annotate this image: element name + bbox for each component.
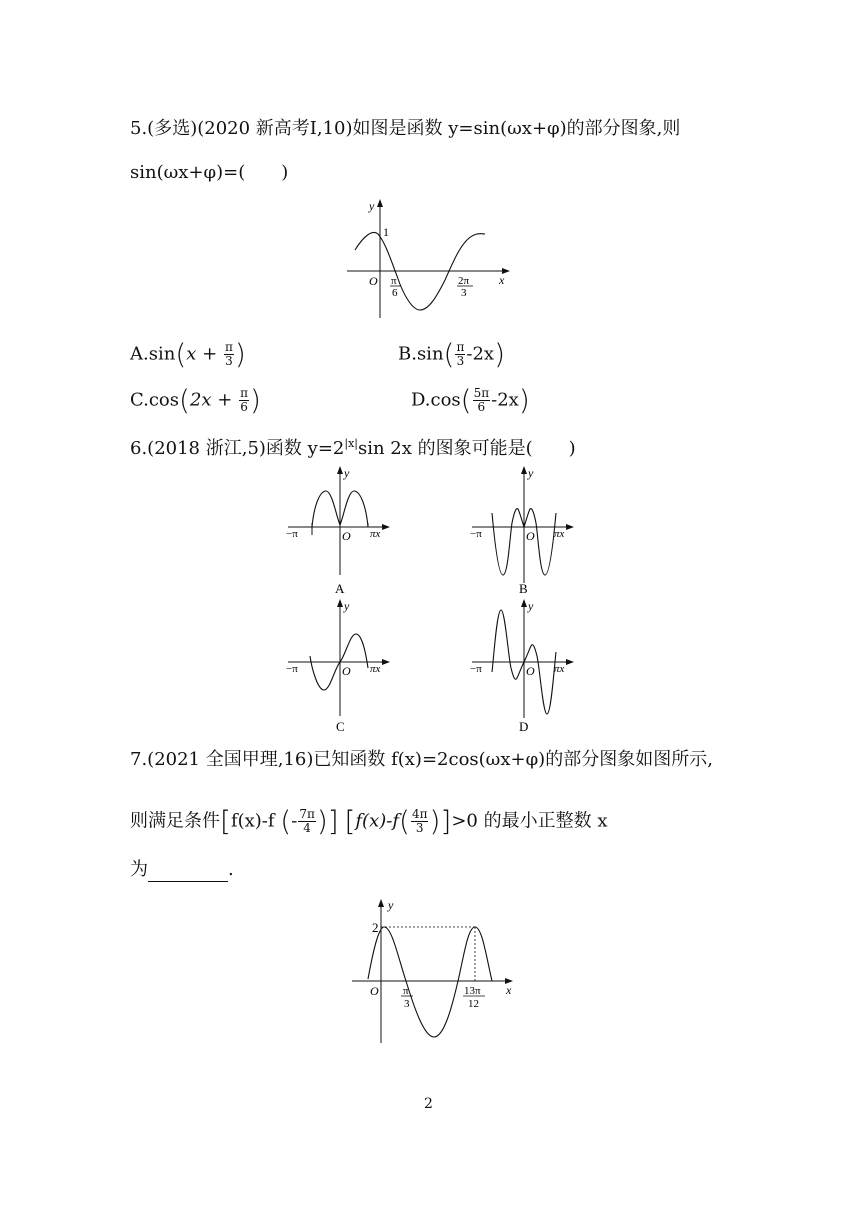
q7-origin: O — [370, 984, 379, 998]
q7-line3-end: . — [228, 859, 234, 880]
q6-d-pi-x: πx — [554, 663, 565, 675]
page-number: 2 — [424, 1096, 433, 1112]
q6-b-y: y — [528, 466, 534, 480]
q5-option-b: B.sin( $\frac{\pi}{3}$ -2x) — [398, 337, 505, 371]
opt-a-num: π — [224, 340, 233, 354]
q5-option-c: C.cos(2x + $\frac{\pi}{6}$ ) — [130, 383, 261, 417]
q6-a-neg-pi: −π — [286, 528, 298, 540]
opt-c-den: 6 — [240, 400, 248, 414]
opt-b-prefix: B.sin — [398, 343, 444, 365]
opt-b-den: 3 — [456, 354, 465, 368]
q5-x-label: x — [499, 273, 505, 287]
q7-two-label: 2 — [372, 920, 379, 935]
q7-line3-text: 为 — [130, 859, 148, 880]
opt-d-prefix: D.cos — [411, 389, 461, 411]
q6-b-pi-x: πx — [554, 528, 565, 540]
q6-graph-b — [470, 465, 580, 595]
q6-d-origin: O — [526, 664, 535, 678]
q6-stem — [130, 432, 576, 461]
q6-text-post: sin 2x 的图象可能是( ) — [357, 438, 576, 459]
q6-c-neg-pi: −π — [286, 663, 298, 675]
opt-a-prefix: A.sin — [130, 343, 176, 365]
q6-c-letter: C — [336, 719, 345, 734]
q6-graph-d — [470, 598, 580, 733]
opt-d-post: -2x — [491, 389, 519, 411]
q7-x-label: x — [506, 983, 512, 997]
q7-frac2-num: 4π — [411, 807, 428, 821]
q7-tick2-num: 13π — [464, 985, 481, 997]
q6-text-pre: 6.(2018 浙江,5)函数 y=2 — [130, 438, 345, 459]
opt-c-plus: + — [217, 389, 233, 411]
q6-c-pi-x: πx — [370, 663, 381, 675]
q5-stem-line1: 5.(多选)(2020 新高考I,10)如图是函数 y=sin(ωx+φ)的部分图象,则 — [130, 118, 681, 139]
q6-c-origin: O — [342, 664, 351, 678]
q7-answer-blank[interactable] — [148, 863, 228, 882]
opt-b-post: -2x — [466, 343, 495, 365]
q7-y-label: y — [388, 898, 394, 912]
q6-a-pi-x: πx — [370, 528, 381, 540]
opt-d-num: 5π — [473, 386, 490, 400]
q5-option-d: D.cos( $\frac{5\pi}{6}$ -2x) — [411, 383, 530, 417]
q5-one-label: 1 — [383, 225, 389, 239]
q6-d-letter: D — [519, 719, 529, 734]
q5-y-label: y — [369, 199, 375, 213]
opt-d-den: 6 — [477, 400, 486, 414]
q7-condition-post: >0 的最小正整数 x — [451, 810, 608, 832]
q7-frac1-num: 7π — [299, 807, 315, 821]
q7-cosine-curve — [368, 927, 492, 1037]
q6-graph-a — [286, 465, 396, 595]
opt-a-den: 3 — [225, 354, 233, 368]
q7-graph — [350, 897, 520, 1047]
q7-tick2-den: 12 — [468, 998, 479, 1010]
q5-option-a: A.sin(x + $\frac{\pi}{3}$ ) — [130, 337, 246, 371]
q6-d-neg-pi: −π — [470, 663, 482, 675]
q5-tick2-den: 3 — [461, 287, 467, 299]
q6-a-y: y — [344, 466, 350, 480]
q6-graph-c — [286, 598, 396, 733]
q5-tick1-num: π — [391, 275, 397, 287]
q5-tick2-num: 2π — [458, 275, 470, 287]
opt-a-plus: + — [202, 343, 218, 365]
q7-stem-line2: 则满足条件[f(x)-f (- $\frac{7\pi}{4}$ )] [f(x)-f( $\frac{4\pi}{3}$ )]>0 的最小正整数 x — [130, 804, 608, 838]
q7-tick1-num: π — [403, 985, 409, 997]
opt-a-x: x — [186, 343, 197, 365]
q6-a-origin: O — [342, 529, 351, 543]
opt-b-num: π — [456, 340, 465, 354]
q6-b-neg-pi: −π — [470, 528, 482, 540]
opt-c-prefix: C.cos — [130, 389, 180, 411]
q5-graph — [345, 198, 515, 323]
q6-a-letter: A — [335, 581, 345, 596]
q7-frac1-den: 4 — [303, 821, 311, 835]
q5-stem-line2: sin(ωx+φ)=( ) — [130, 162, 289, 183]
q6-b-letter: B — [519, 581, 528, 596]
q6-b-origin: O — [526, 529, 535, 543]
q7-tick1-den: 3 — [404, 998, 410, 1010]
q7-frac2-den: 3 — [415, 821, 424, 835]
q7-condition-pre: 则满足条件 — [130, 810, 220, 832]
q5-origin: O — [369, 274, 378, 288]
opt-c-num: π — [240, 386, 249, 400]
q7-fx-1: f(x)-f — [230, 810, 275, 832]
q5-tick1-den: 6 — [392, 287, 398, 299]
q6-exponent: |x| — [344, 437, 358, 450]
q7-fx-2: f(x)-f — [355, 810, 399, 832]
q7-stem-line3 — [130, 858, 234, 882]
opt-c-x: 2x — [189, 389, 212, 411]
q7-stem-line1: 7.(2021 全国甲理,16)已知函数 f(x)=2cos(ωx+φ)的部分图象如图所示, — [130, 749, 713, 770]
q6-c-y: y — [344, 599, 350, 613]
q6-d-y: y — [528, 599, 534, 613]
